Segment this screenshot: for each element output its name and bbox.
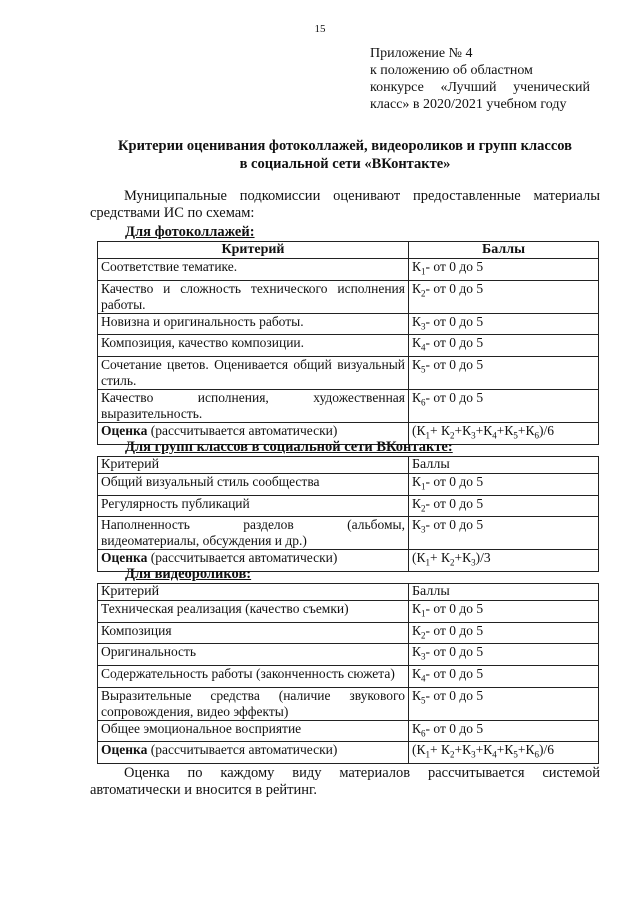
- closing-word: рассчитывается: [427, 765, 525, 781]
- table-row: [98, 357, 599, 390]
- criterion-cell: [98, 280, 409, 313]
- table-row: [98, 644, 599, 666]
- criterion-cell: [98, 495, 409, 517]
- closing-word: по: [187, 765, 203, 781]
- criterion-text: Содержательность работы (законченность сюжета): [101, 666, 395, 682]
- appendix-header: [370, 45, 590, 113]
- criterion-cell: [98, 357, 409, 390]
- appendix-line: Приложение № 4: [370, 46, 473, 61]
- criterion-cell: [98, 335, 409, 357]
- photo-section-title: Для фотоколлажей:: [125, 224, 255, 240]
- closing-paragraph: [90, 765, 600, 799]
- table-row: [98, 517, 599, 550]
- criterion-text: Наполненность разделов (альбомы, видеоматериалы, обсуждения и др.): [101, 517, 405, 549]
- appendix-word: ученический: [513, 80, 590, 95]
- criterion-text: Выразительные средства (наличие звукового сопровождения, видео эффекты): [101, 687, 405, 719]
- criterion-cell: [98, 644, 409, 666]
- intro-paragraph: [90, 188, 600, 222]
- score-label-cell: [98, 742, 409, 764]
- closing-word: каждому: [220, 765, 275, 781]
- closing-word: системой: [542, 765, 600, 781]
- score-note: (рассчитывается автоматически): [147, 423, 338, 439]
- table-row: [98, 666, 599, 688]
- criterion-text: Сочетание цветов. Оценивается общий визуальный стиль.: [101, 357, 405, 389]
- criterion-text: Регулярность публикаций: [101, 495, 250, 511]
- title-line: Критерии оценивания фотоколлажей, видеороликов и групп классов: [118, 138, 572, 154]
- table-header-row: [98, 242, 599, 259]
- intro-word: Муниципальные: [124, 188, 227, 204]
- intro-word: оценивают: [333, 188, 401, 204]
- intro-word: подкомиссии: [239, 188, 321, 204]
- intro-line: [90, 188, 600, 205]
- score-note: (рассчитывается автоматически): [147, 550, 338, 566]
- closing-word: материалов: [339, 765, 411, 781]
- score-formula-cell: [409, 742, 599, 764]
- points-cell: $К_5-$ от 0 до 5: [409, 687, 599, 720]
- score-formula: $(К_1+ К_2+К_3+К_4+К_5+К_6)/6$: [412, 742, 554, 761]
- criterion-text: Качество исполнения, художественная выразительность.: [101, 390, 405, 422]
- table-row: [98, 622, 599, 644]
- table-row: [98, 687, 599, 720]
- score-formula: $(К_1+ К_2+К_3+К_4+К_5+К_6)/6$: [412, 423, 554, 441]
- intro-word: материалы: [533, 188, 600, 204]
- appendix-word: конкурсе: [370, 80, 424, 95]
- appendix-word: «Лучший: [440, 80, 497, 95]
- criterion-text: Оригинальность: [101, 644, 197, 660]
- intro-line: средствами ИС по схемам:: [90, 205, 255, 221]
- criterion-cell: [98, 517, 409, 550]
- intro-word: предоставленные: [413, 188, 521, 204]
- criterion-text: Композиция, качество композиции.: [101, 335, 305, 351]
- points-cell: $К_4-$ от 0 до 5: [409, 666, 599, 688]
- closing-word: виду: [292, 765, 322, 781]
- page-number: 15: [314, 23, 326, 35]
- criterion-cell: [98, 601, 409, 623]
- table-row: [98, 259, 599, 281]
- criterion-text: Новизна и оригинальность работы.: [101, 313, 304, 329]
- criterion-text: Качество и сложность технического исполнения работы.: [101, 280, 405, 312]
- criterion-cell: [98, 390, 409, 423]
- header-points: Баллы: [409, 584, 599, 601]
- appendix-line: к положению об областном: [370, 63, 533, 78]
- criterion-cell: [98, 622, 409, 644]
- criterion-cell: [98, 313, 409, 335]
- score-label: Оценка: [101, 742, 148, 758]
- header-points: Баллы: [409, 242, 599, 259]
- header-criterion: Критерий: [98, 584, 409, 601]
- appendix-line: [370, 79, 590, 96]
- points-cell: $К_1-$ от 0 до 5: [409, 601, 599, 623]
- score-row: [98, 742, 599, 764]
- table-row: [98, 313, 599, 335]
- score-formula-cell: [409, 550, 599, 572]
- criterion-text: Техническая реализация (качество съемки): [101, 601, 349, 616]
- criterion-text: Общее эмоциональное восприятие: [101, 720, 302, 736]
- criterion-cell: [98, 259, 409, 281]
- points-cell: $К_1-$ от 0 до 5: [409, 474, 599, 496]
- table-row: [98, 390, 599, 423]
- points-cell: $К_6-$ от 0 до 5: [409, 720, 599, 742]
- table-row: [98, 720, 599, 742]
- criterion-text: Соответствие тематике.: [101, 259, 238, 274]
- appendix-line: класс» в 2020/2021 учебном году: [370, 97, 567, 112]
- photo-criteria-table: [97, 241, 599, 445]
- criterion-cell: [98, 720, 409, 742]
- closing-line: [90, 765, 600, 782]
- points-cell: $К_2-$ от 0 до 5: [409, 622, 599, 644]
- points-cell: $К_3-$ от 0 до 5: [409, 517, 599, 550]
- header-points: Баллы: [409, 457, 599, 474]
- header-criterion: Критерий: [98, 457, 409, 474]
- table-row: [98, 495, 599, 517]
- table-row: [98, 280, 599, 313]
- score-label: Оценка: [101, 423, 148, 439]
- points-cell: $К_5-$ от 0 до 5: [409, 357, 599, 390]
- table-row: [98, 474, 599, 496]
- header-criterion: Критерий: [98, 242, 409, 259]
- closing-line: автоматически и вносится в рейтинг.: [90, 782, 317, 798]
- score-note: (рассчитывается автоматически): [147, 742, 338, 758]
- points-cell: $К_6-$ от 0 до 5: [409, 390, 599, 423]
- points-cell: $К_2-$ от 0 до 5: [409, 280, 599, 313]
- document-title: [90, 137, 600, 173]
- criterion-text: Общий визуальный стиль сообщества: [101, 474, 320, 489]
- table-row: [98, 601, 599, 623]
- table-row: [98, 335, 599, 357]
- title-line: в социальной сети «ВКонтакте»: [239, 156, 451, 172]
- criterion-cell: [98, 687, 409, 720]
- video-criteria-table: [97, 583, 599, 764]
- criterion-cell: [98, 666, 409, 688]
- closing-word: Оценка: [124, 765, 170, 781]
- points-cell: $К_3-$ от 0 до 5: [409, 313, 599, 335]
- criterion-text: Композиция: [101, 622, 172, 638]
- vk-criteria-table: [97, 456, 599, 572]
- video-section-title: Для видеороликов:: [125, 566, 252, 582]
- table-header-row: [98, 457, 599, 474]
- vk-section-title: Для групп классов в социальной сети ВКонтакте:: [125, 439, 453, 455]
- criterion-cell: [98, 474, 409, 496]
- points-cell: $К_3-$ от 0 до 5: [409, 644, 599, 666]
- points-cell: $К_4-$ от 0 до 5: [409, 335, 599, 357]
- score-formula: $(К_1+ К_2+К_3)/3$: [412, 550, 491, 569]
- points-cell: $К_2-$ от 0 до 5: [409, 495, 599, 517]
- table-header-row: [98, 584, 599, 601]
- score-label: Оценка: [101, 550, 148, 566]
- points-cell: $К_1-$ от 0 до 5: [409, 259, 599, 281]
